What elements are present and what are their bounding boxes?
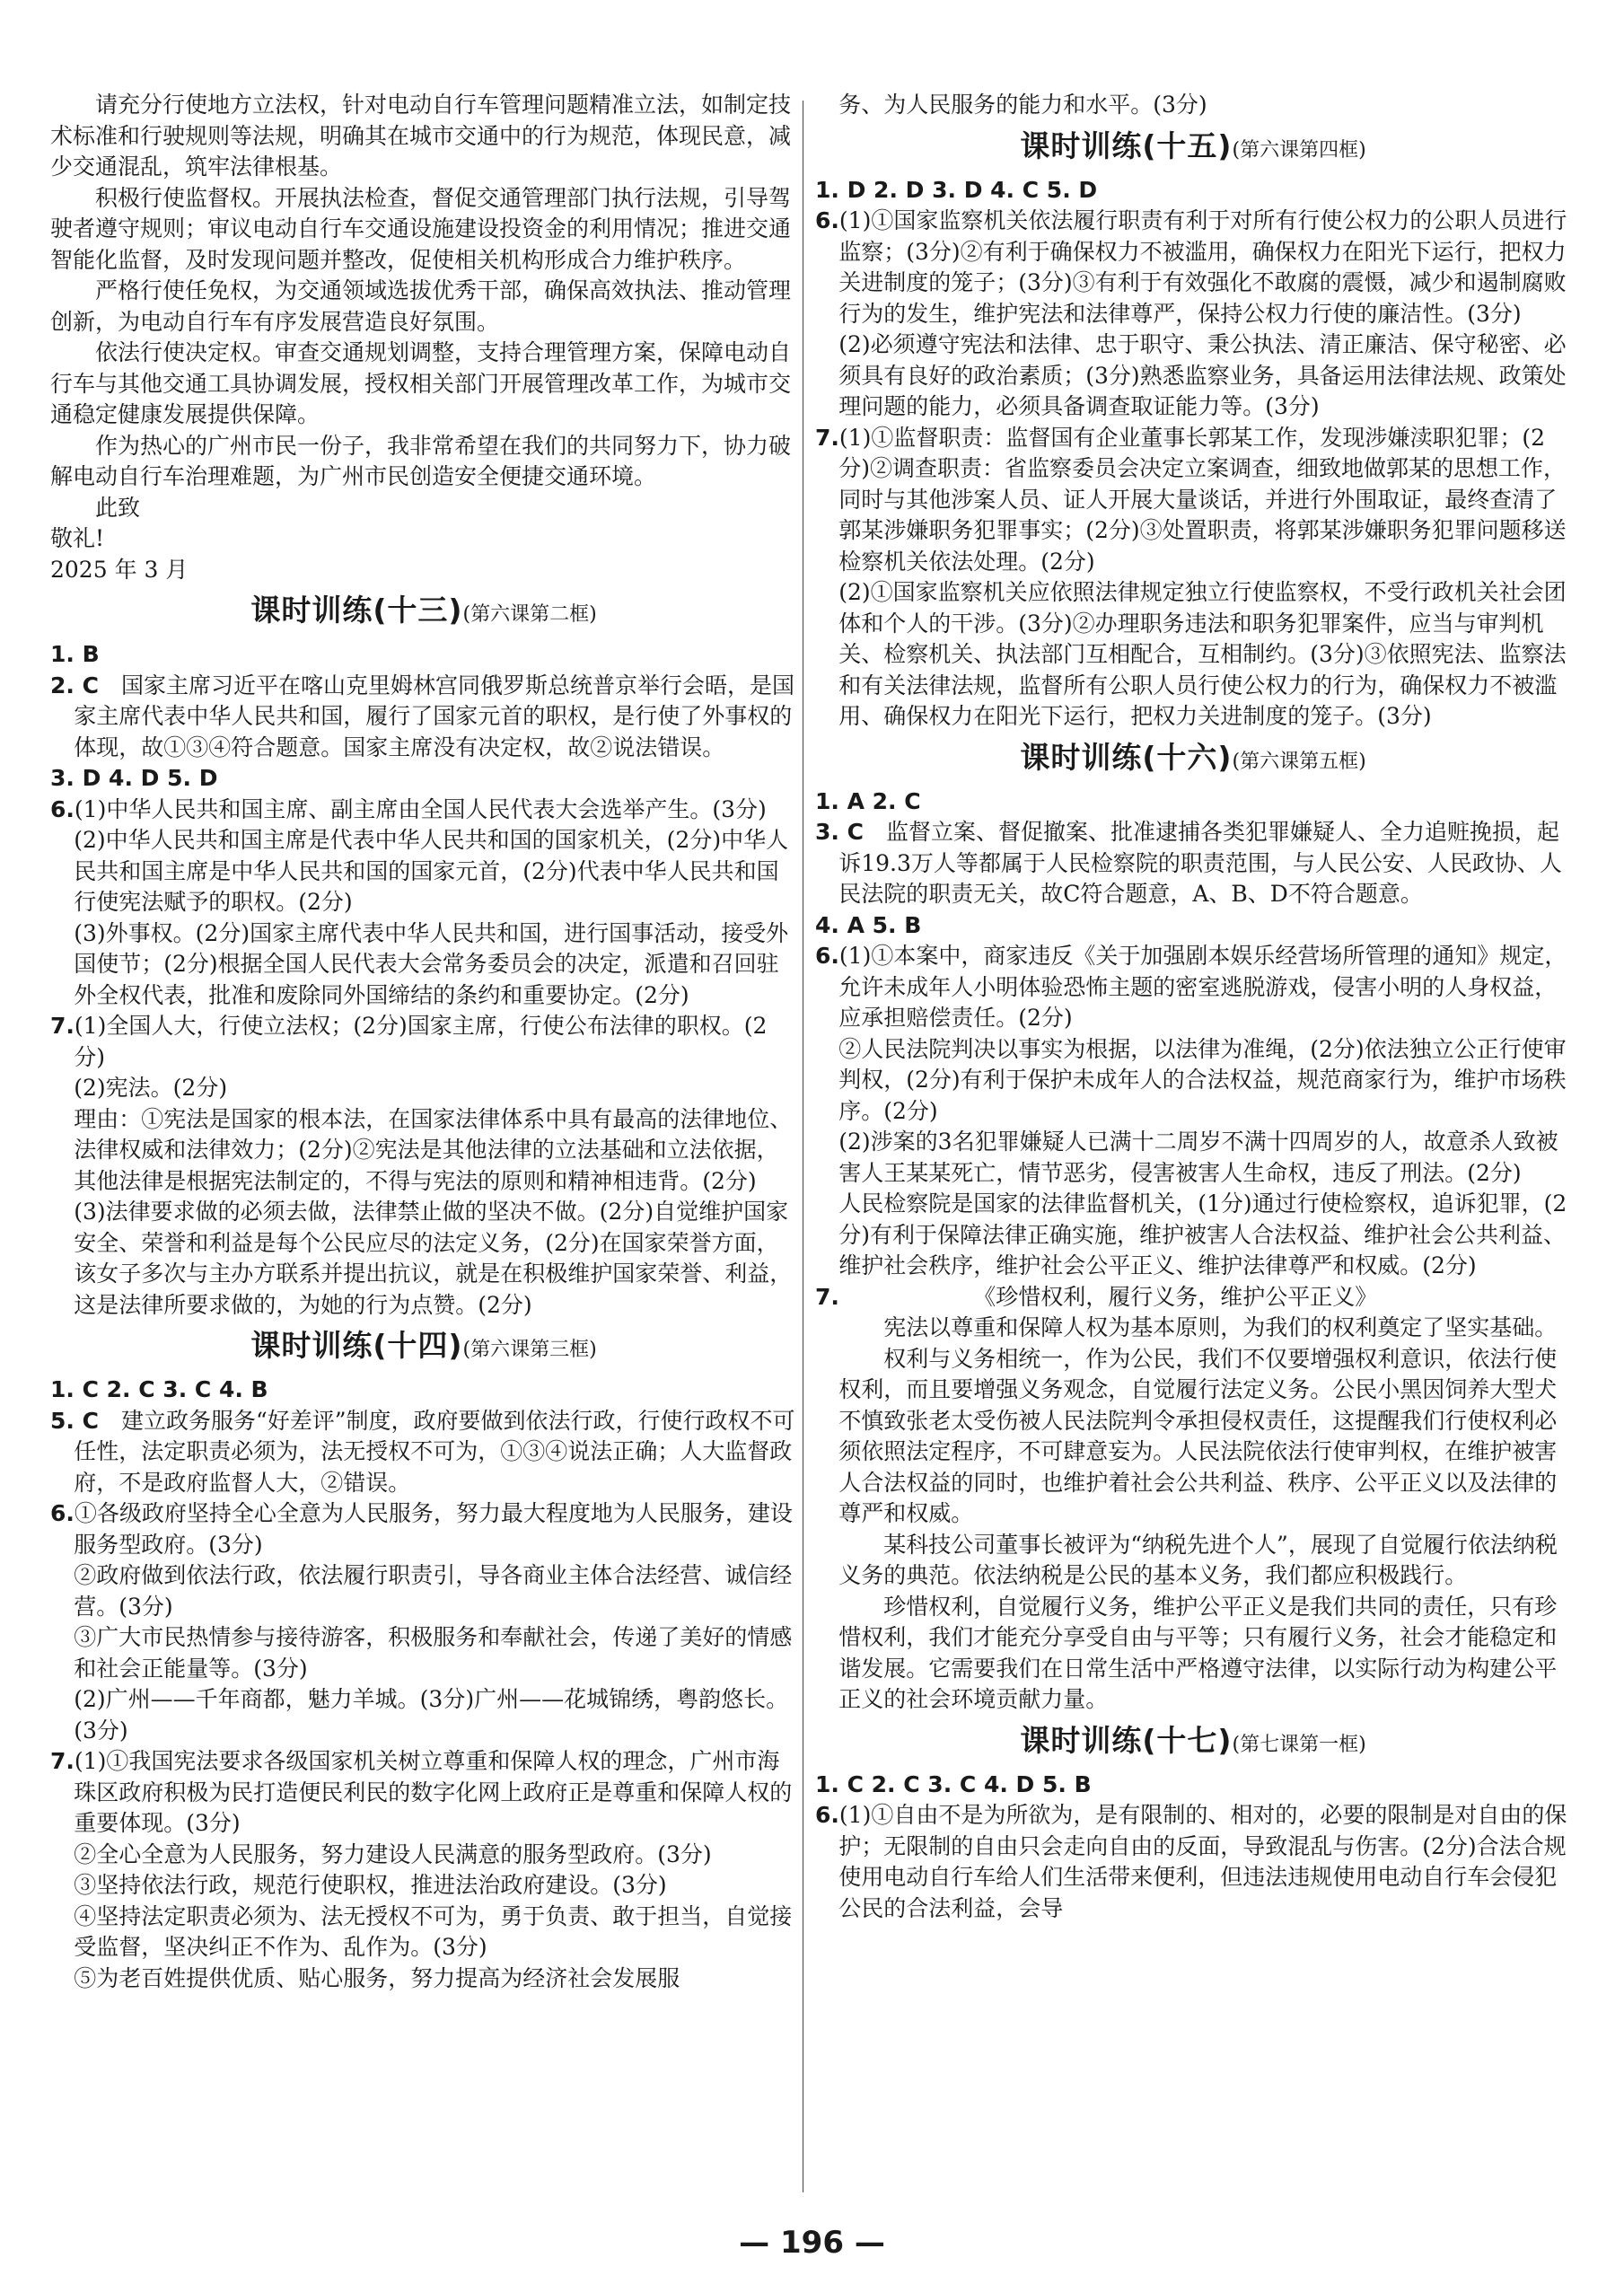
- answer-line: 1. A 2. C: [815, 787, 921, 814]
- letter-regards: 敬礼!: [50, 525, 105, 551]
- answer-line: 3. D 4. D 5. D: [50, 765, 218, 791]
- section-subtitle: (第六课第二框): [462, 603, 597, 626]
- letter-para-closing: 作为热心的广州市民一份子，我非常希望在我们的共同努力下，协力破解电动自行车治理难题，为广州市民创造安全便捷交通环境。: [50, 432, 792, 489]
- section-heading-16: [815, 735, 1571, 785]
- answer-item: 3. C 监督立案、督促撤案、批准逮捕各类犯罪嫌疑人、全力追赃挽损，起诉19.3万人等都属于人民检察院的职责范围，与人民公安、人民政协、人民法院的职责无关，故C符合题意，A、B、D不符合题意。: [815, 819, 1562, 907]
- answer-item: ②政府做到依法行政，依法履行职责引，导各商业主体合法经营、诚信经营。(3分): [74, 1562, 793, 1620]
- answer-item: ③广大市民热情参与接待游客，积极服务和奉献社会，传递了美好的情感和社会正能量等。(3分): [74, 1624, 793, 1682]
- answer-item: 6.①各级政府坚持全心全意为人民服务，努力最大程度地为人民服务，建设服务型政府。(3分): [50, 1500, 793, 1558]
- page-number: — 196 —: [739, 2225, 885, 2261]
- essay-title-line: 7. 《珍惜权利，履行义务，维护公平正义》: [815, 1282, 1571, 1313]
- essay-para: 某科技公司董事长被评为“纳税先进个人”，展现了自觉履行依法纳税义务的典范。依法纳税是公民的基本义务，我们都应积极践行。: [838, 1531, 1558, 1588]
- section-subtitle: (第六课第三框): [462, 1339, 597, 1361]
- answer-item: 6.(1)①国家监察机关依法履行职责有利于对所有行使公权力的公职人员进行监察；(3分)②有利于确保权力不被滥用，确保权力在阳光下运行，把权力关进制度的笼子；(3分)③有利于有效强化不敢腐的震慑，减少和遏制腐败行为的发生，维护宪法和法律尊严，保持公权力行使的廉洁性。(3分): [815, 207, 1567, 327]
- section-subtitle: (第六课第五框): [1232, 750, 1366, 773]
- answer-item: 5. C 建立政务服务“好差评”制度，政府要做到依法行政，行使行政权不可任性，法定职责必须为，法无授权不可为，①③④说法正确；人大监督政府，不是政府监督人大，②错误。: [50, 1407, 795, 1496]
- section-title: 课时训练(十四): [250, 1328, 463, 1363]
- answer-item: (2)宪法。(2分): [74, 1075, 228, 1101]
- answer-item: 务、为人民服务的能力和水平。(3分): [838, 92, 1207, 118]
- answer-item: ②全心全意为人民服务，努力建设人民满意的服务型政府。(3分): [74, 1840, 712, 1867]
- section-title: 课时训练(十七): [1020, 1722, 1233, 1758]
- answer-item: ④坚持法定职责必须为、法无授权不可为，勇于负责、敢于担当，自觉接受监督，坚决纠正不作为、乱作为。(3分): [74, 1902, 793, 1960]
- section-title: 课时训练(十五): [1020, 127, 1233, 163]
- letter-para-appointment: 严格行使任免权，为交通领域选拔优秀干部，确保高效执法、推动管理创新，为电动自行车有序发展营造良好氛围。: [50, 277, 792, 335]
- answer-item: 6.(1)①本案中，商家违反《关于加强剧本娱乐经营场所管理的通知》规定，允许未成年人小明体验恐怖主题的密室逃脱游戏，侵害小明的人身权益，应承担赔偿责任。(2分): [815, 943, 1567, 1031]
- essay-title: 《珍惜权利，履行义务，维护公平正义》: [973, 1283, 1378, 1310]
- answer-line: 1. C 2. C 3. C 4. B: [50, 1376, 268, 1402]
- answer-item: (2)必须遵守宪法和法律、忠于职守、秉公执法、清正廉洁、保守秘密、必须具有良好的政治素质；(3分)熟悉监察业务，具备运用法律法规、政策处理问题的能力，必须具备调查取证能力等。(3分): [838, 331, 1567, 419]
- essay-para: 珍惜权利，自觉履行义务，维护公平正义是我们共同的责任，只有珍惜权利，我们才能充分享受自由与平等；只有履行义务，社会才能稳定和谐发展。它需要我们在日常生活中严格遵守法律，以实际行动为构建公平正义的社会环境贡献力量。: [838, 1593, 1558, 1712]
- letter-date: 2025 年 3 月: [50, 556, 189, 583]
- answer-item: 7.(1)全国人大，行使立法权；(2分)国家主席，行使公布法律的职权。(2分): [50, 1013, 768, 1070]
- answer-item: 7.(1)①我国宪法要求各级国家机关树立尊重和保障人权的理念，广州市海珠区政府积极为民打造便民利民的数字化网上政府正是尊重和保障人权的重要体现。(3分): [50, 1748, 793, 1836]
- answer-item: 人民检察院是国家的法律监督机关，(1分)通过行使检察权，追诉犯罪，(2分)有利于保障法律正确实施，维护被害人合法权益、维护社会公共利益、维护社会秩序，维护社会公平正义、维护法律尊严和权威。(2分): [838, 1190, 1567, 1278]
- section-heading-15: [815, 124, 1571, 173]
- answer-item: 6.(1)中华人民共和国主席、副主席由全国人民代表大会选举产生。(3分): [50, 795, 767, 822]
- left-column: [50, 90, 797, 1994]
- answer-item: ⑤为老百姓提供优质、贴心服务，努力提高为经济社会发展服: [74, 1964, 680, 1991]
- answer-item: (2)中华人民共和国主席是代表中华人民共和国的国家机关，(2分)中华人民共和国主席是中华人民共和国的国家元首，(2分)代表中华人民共和国行使宪法赋予的职权。(2分): [74, 827, 789, 915]
- section-subtitle: (第六课第四框): [1232, 138, 1366, 162]
- answer-item: (2)广州——千年商都，魅力羊城。(3分)广州——花城锦绣，粤韵悠长。(3分): [74, 1686, 789, 1744]
- right-column: [815, 90, 1571, 1924]
- essay-para: 宪法以尊重和保障人权为基本原则，为我们的权利奠定了坚实基础。: [883, 1314, 1558, 1340]
- letter-salutation: 此致: [95, 494, 141, 521]
- answer-item: (3)法律要求做的必须去做，法律禁止做的坚决不做。(2分)自觉维护国家安全、荣誉和利益是每个公民应尽的法定义务，(2分)在国家荣誉方面，该女子多次与主办方联系并提出抗议，就是在积极维护国家荣誉、利益，这是法律所要求做的，为她的行为点赞。(2分): [74, 1199, 793, 1318]
- answer-item: 6.(1)①自由不是为所欲为，是有限制的、相对的，必要的限制是对自由的保护；无限制的自由只会走向自由的反面，导致混乱与伤害。(2分)合法合规使用电动自行车给人们生活带来便利，但违法违规使用电动自行车会侵犯公民的合法利益，会导: [815, 1802, 1567, 1921]
- section-subtitle: (第七课第一框): [1232, 1733, 1366, 1756]
- section-heading-17: [815, 1718, 1571, 1768]
- answer-item: (3)外事权。(2分)国家主席代表中华人民共和国，进行国事活动，接受外国使节；(2分)根据全国人民代表大会常务委员会的决定，派遣和召回驻外全权代表，批准和废除同外国缔结的条约和重要协定。(2分): [74, 919, 789, 1008]
- answer-item: 理由：①宪法是国家的根本法，在国家法律体系中具有最高的法律地位、法律权威和法律效力；(2分)②宪法是其他法律的立法基础和立法依据，其他法律是根据宪法制定的，不得与宪法的原则和精神相违背。(2分): [74, 1105, 793, 1194]
- answer-line: 4. A 5. B: [815, 911, 922, 938]
- answer-line: 1. D 2. D 3. D 4. C 5. D: [815, 176, 1098, 203]
- section-title: 课时训练(十三): [250, 593, 463, 628]
- section-heading-14: [50, 1323, 797, 1373]
- section-title: 课时训练(十六): [1020, 739, 1233, 775]
- answer-line: 1. B: [50, 641, 100, 667]
- letter-para-legislation: 请充分行使地方立法权，针对电动自行车管理问题精准立法，如制定技术标准和行驶规则等法规，明确其在城市交通中的行为规范，体现民意，减少交通混乱，筑牢法律根基。: [50, 92, 792, 180]
- answer-item: ②人民法院判决以事实为根据，以法律为准绳，(2分)依法独立公正行使审判权，(2分)有利于保护未成年人的合法权益，规范商家行为，维护市场秩序。(2分): [838, 1035, 1567, 1124]
- essay-para: 权利与义务相统一，作为公民，我们不仅要增强权利意识，依法行使权利，而且要增强义务观念，自觉履行法定义务。公民小黑因饲养大型犬不慎致张老太受伤被人民法院判令承担侵权责任，这提醒我们行使权利必须依照法定程序，不可肆意妄为。人民法院依法行使审判权，在维护被害人合法权益的同时，也维护着社会公共利益、秩序、公平正义以及法律的尊严和权威。: [838, 1345, 1558, 1526]
- answer-item: 2. C 国家主席习近平在喀山克里姆林宫同俄罗斯总统普京举行会晤，是国家主席代表中华人民共和国，履行了国家元首的职权，是行使了外事权的体现，故①③④符合题意。国家主席没有决定权，故②说法错误。: [50, 672, 794, 760]
- letter-para-decision: 依法行使决定权。审查交通规划调整，支持合理管理方案，保障电动自行车与其他交通工具协调发展，授权相关部门开展管理改革工作，为城市交通稳定健康发展提供保障。: [50, 339, 792, 427]
- answer-item: 7.(1)①监督职责：监督国有企业董事长郭某工作，发现涉嫌渎职犯罪；(2分)②调查职责：省监察委员会决定立案调查，细致地做郭某的思想工作，同时与其他涉案人员、证人开展大量谈话，并进行外围取证，最终查清了郭某涉嫌职务犯罪事实；(2分)③处置职责，将郭某涉嫌职务犯罪问题移送检察机关依法处理。(2分): [815, 424, 1567, 575]
- answer-item: (2)涉案的3名犯罪嫌疑人已满十二周岁不满十四周岁的人，故意杀人致被害人王某某死亡，情节恶劣，侵害被害人生命权，违反了刑法。(2分): [838, 1129, 1558, 1186]
- letter-para-supervision: 积极行使监督权。开展执法检查，督促交通管理部门执行法规，引导驾驶者遵守规则；审议电动自行车交通设施建设投资金的利用情况；推进交通智能化监督，及时发现问题并整改，促使相关机构形成合力维护秩序。: [50, 184, 792, 273]
- answer-item: (2)①国家监察机关应依照法律规定独立行使监察权，不受行政机关社会团体和个人的干涉。(3分)②办理职务违法和职务犯罪案件，应当与审判机关、检察机关、执法部门互相配合，互相制约。(3分)③依照宪法、监察法和有关法律法规，监督所有公职人员行使公权力的行为，确保权力不被滥用、确保权力在阳光下运行，把权力关进制度的笼子。(3分): [838, 579, 1567, 729]
- answer-line: 1. C 2. C 3. C 4. D 5. B: [815, 1770, 1092, 1797]
- answer-item: ③坚持依法行政，规范行使职权，推进法治政府建设。(3分): [74, 1872, 667, 1898]
- section-heading-13: [50, 588, 797, 637]
